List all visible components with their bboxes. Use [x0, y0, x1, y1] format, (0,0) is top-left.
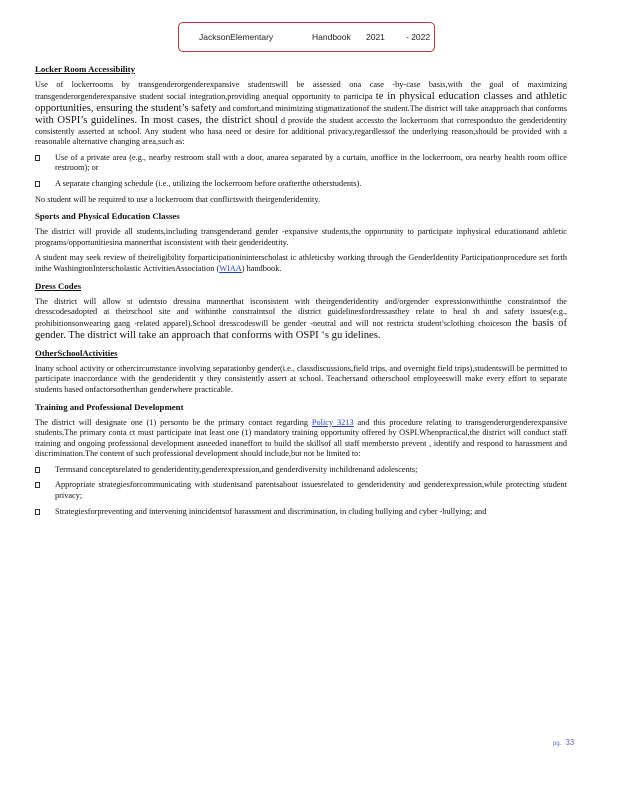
- locker-text-b: te in physical education classes and athletic opportunities, ensuring the student’s safety: [35, 90, 567, 114]
- section-dress-codes: [35, 281, 567, 342]
- page-number: [553, 738, 574, 747]
- policy-3213-link[interactable]: Policy 3213: [311, 417, 354, 427]
- section-training: [35, 402, 567, 518]
- sports-paragraph-1: The district will provide all students,including transgenderand gender -expansive students,the opportunity to participate inphysical educationand athletic programs/opportunitiesina mannerthat isconsistent with their genderidentity.: [35, 227, 567, 247]
- checkbox-bullet-icon: [35, 181, 40, 187]
- list-item: [35, 465, 567, 476]
- list-item: [35, 507, 567, 518]
- sports-text-b: ) handbook.: [241, 263, 282, 273]
- training-text-a: The district will designate one (1) personto be the primary contact regarding: [35, 417, 309, 427]
- list-item-text: Appropriate strategiesforcommunicating with studentsand parentsabout issuesrelated to genderidentity and genderexpression,while protecting student privacy;: [55, 480, 567, 501]
- training-paragraph: [35, 418, 567, 460]
- locker-text-a: Use of lockerrooms by transgenderorgenderexpansive studentswill be assessed ona case -by-case basis,with the goal of maximizing transgenderorgenderexpansive student social integration,providing anequal opportunity to participa: [35, 80, 567, 101]
- locker-no-student: No student will be required to use a lockerroom that conflictswith theirgenderidentity.: [35, 194, 321, 204]
- year-end: - 2022: [406, 32, 431, 42]
- list-item: [35, 179, 567, 190]
- dress-paragraph: [35, 297, 567, 342]
- locker-text-c: and comfort,and minimizing stigmatizationof the student.The district will take anapproach that conforms: [218, 103, 567, 113]
- section-sports: [35, 211, 567, 274]
- locker-text-d: with OSPI’s guidelines. In most cases, the district shoul: [35, 114, 278, 126]
- checkbox-bullet-icon: [35, 509, 40, 515]
- section-locker-room: [35, 64, 567, 205]
- locker-options-list: [35, 153, 567, 190]
- heading-dress-codes: Dress Codes: [35, 280, 82, 291]
- page-label: pg.: [553, 741, 562, 747]
- heading-sports: Sports and Physical Education Classes: [35, 211, 180, 222]
- handbook-header: [178, 22, 435, 52]
- list-item: [35, 153, 567, 174]
- list-item: [35, 480, 567, 501]
- locker-paragraph: [35, 80, 567, 148]
- list-item-text: Termsand conceptsrelated to genderidentity,genderexpression,and genderdiversity inchildrenand adolescents;: [55, 464, 418, 474]
- sports-paragraph-2: [35, 253, 567, 274]
- wiaa-link[interactable]: WIAA: [219, 263, 242, 273]
- sports-text-a: A student may seek review of theireligibility forparticipationininterscholast ic athleticsby working through the GenderIdentity Participationprocedure set forth inthe WashingtonInterscholastic ActivitiesAssociation (: [35, 253, 567, 273]
- handbook-label: Handbook: [312, 32, 351, 42]
- document-body: [35, 64, 567, 523]
- list-item-text: Use of a private area (e.g., nearby restroom stall with a door, anarea separated by a curtain, anoffice in the lockerroom, ora nearby health room office restroom); or: [55, 152, 567, 173]
- training-text-b: and this procedure relating to transgenderorgenderexpansive students.The primary conta ct must participate inat least one (1) mandatory training opportunity offered by OSPI.Whenpractical,the district will conduct staff training and ongoing professional development asneeded inaneffort to build the skillsof all staff membersto prevent , identify and respond to harassment and discrimination.The content of such professional development should include,but not be limited to:: [35, 417, 568, 459]
- dress-text-b: the basis of gender. The district will take an approach that conforms with OSPI ‘s gu idelines.: [35, 317, 567, 341]
- locker-text-e: d provide the student accessto the lockerroom that correspondsto the genderidentity consistently asserted at school. Any student who hasa need or desire for additional privacy,regardlessof the underlying reason,should be provided with a reasonable alternative changing area,such as:: [35, 115, 568, 147]
- section-other-activities: [35, 348, 567, 396]
- year-start: 2021: [366, 32, 385, 42]
- dress-text-a: The district will allow st udentsto dressina mannerthat isconsistent with theirgenderidentity and/orgender expressionwithinthe constraintsof the dresscodesadopted at theirschool site and withinthe constraintsof the district guidelinesfordressasthey relate to heal th and safety issues(e.g., prohibitionsonwearing gang -related apparel).School dresscodeswill be gender -neutral and will not restricta student’sclothing choiceson: [35, 296, 567, 328]
- training-topics-list: [35, 465, 567, 517]
- checkbox-bullet-icon: [35, 155, 40, 161]
- checkbox-bullet-icon: [35, 482, 40, 488]
- other-paragraph: Inany school activity or othercircumstance involving separationby gender(i.e., classdiscussions,field trips, and overnight field trips),studentswill be permitted to participate inaccordance with the genderidentit y they consistently assert at school. Teachersand otherschool employeeswill make every effort to separate students based onfactorsotherthan genderwhere practicable.: [35, 363, 567, 394]
- list-item-text: A separate changing schedule (i.e., utilizing the lockerroom before orafterthe otherstudents).: [55, 178, 362, 188]
- heading-training: Training and Professional Development: [35, 401, 184, 412]
- heading-locker-room: Locker Room Accessibility: [35, 64, 136, 74]
- school-name: JacksonElementary: [199, 32, 274, 42]
- page-number-value: 33: [565, 738, 575, 747]
- checkbox-bullet-icon: [35, 467, 40, 473]
- list-item-text: Strategiesforpreventing and intervening inincidentsof harassment and discrimination, in cluding bullying and cyber -bullying; and: [55, 506, 487, 516]
- heading-other-activities: OtherSchoolActivities: [35, 347, 118, 358]
